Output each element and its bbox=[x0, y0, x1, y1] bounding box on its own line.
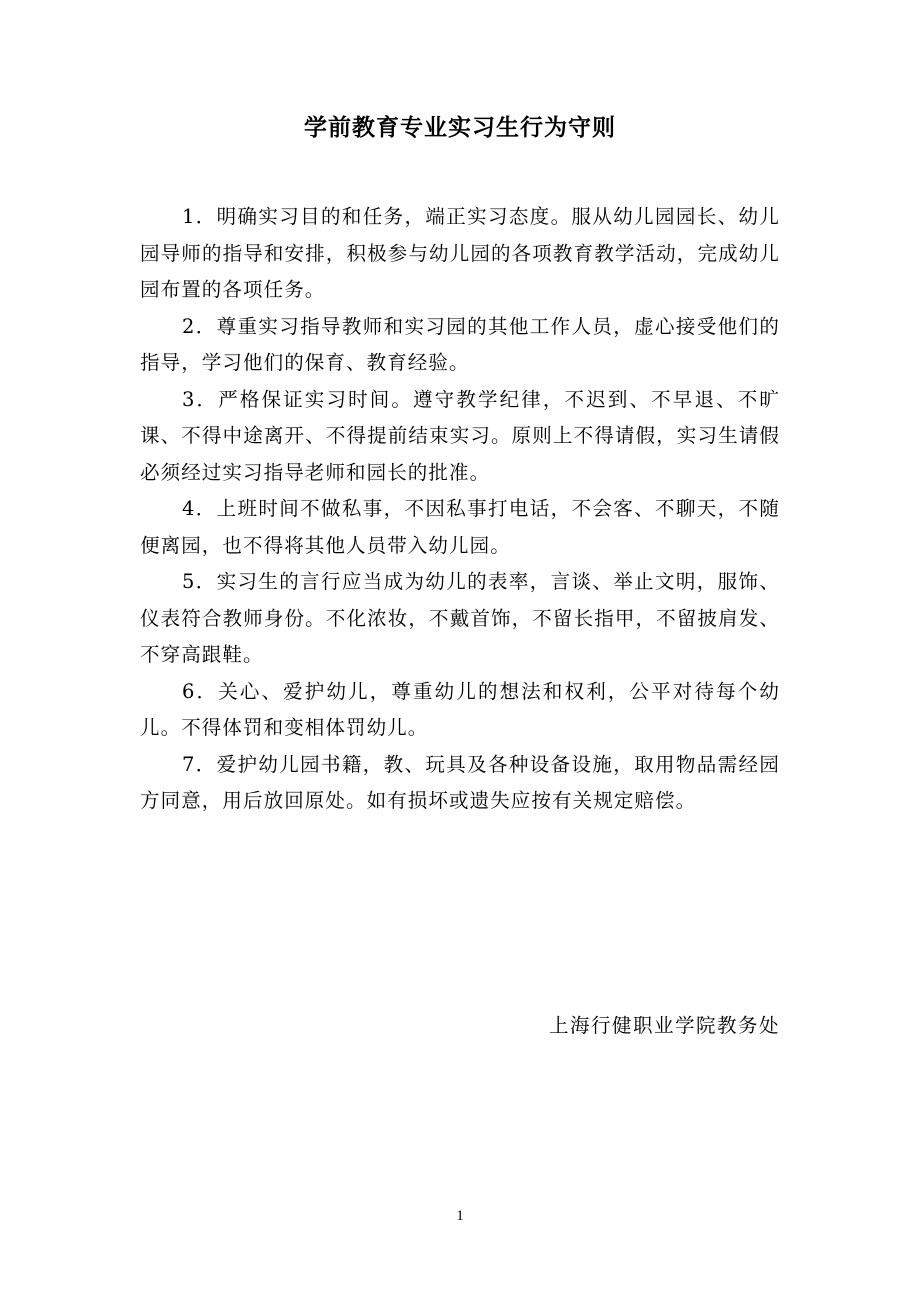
issuer-signature: 上海行健职业学院教务处 bbox=[548, 1014, 780, 1037]
rules-list bbox=[140, 199, 780, 820]
rule-item-7: 7．爱护幼儿园书籍，教、玩具及各种设备设施，取用物品需经园方同意，用后放回原处。如有损坏或遗失应按有关规定赔偿。 bbox=[140, 752, 780, 812]
rule-item-3: 3．严格保证实习时间。遵守教学纪律，不迟到、不早退、不旷课、不得中途离开、不得提前结束实习。原则上不得请假，实习生请假必须经过实习指导老师和园长的批准。 bbox=[140, 387, 780, 484]
rule-item-2: 2．尊重实习指导教师和实习园的其他工作人员，虚心接受他们的指导，学习他们的保育、教育经验。 bbox=[140, 314, 780, 374]
page-number: 1 bbox=[456, 1208, 464, 1224]
rule-item-4: 4．上班时间不做私事，不因私事打电话，不会客、不聊天，不随便离园，也不得将其他人员带入幼儿园。 bbox=[140, 497, 780, 557]
rule-item-5: 5．实习生的言行应当成为幼儿的表率，言谈、举止文明，服饰、仪表符合教师身份。不化浓妆，不戴首饰，不留长指甲，不留披肩发、不穿高跟鞋。 bbox=[140, 570, 780, 666]
rule-item-1: 1．明确实习目的和任务，端正实习态度。服从幼儿园园长、幼儿园导师的指导和安排，积极参与幼儿园的各项教育教学活动，完成幼儿园布置的各项任务。 bbox=[140, 205, 780, 301]
page-title: 学前教育专业实习生行为守则 bbox=[304, 115, 616, 141]
rule-item-6: 6．关心、爱护幼儿，尊重幼儿的想法和权利，公平对待每个幼儿。不得体罚和变相体罚幼儿。 bbox=[140, 679, 780, 739]
